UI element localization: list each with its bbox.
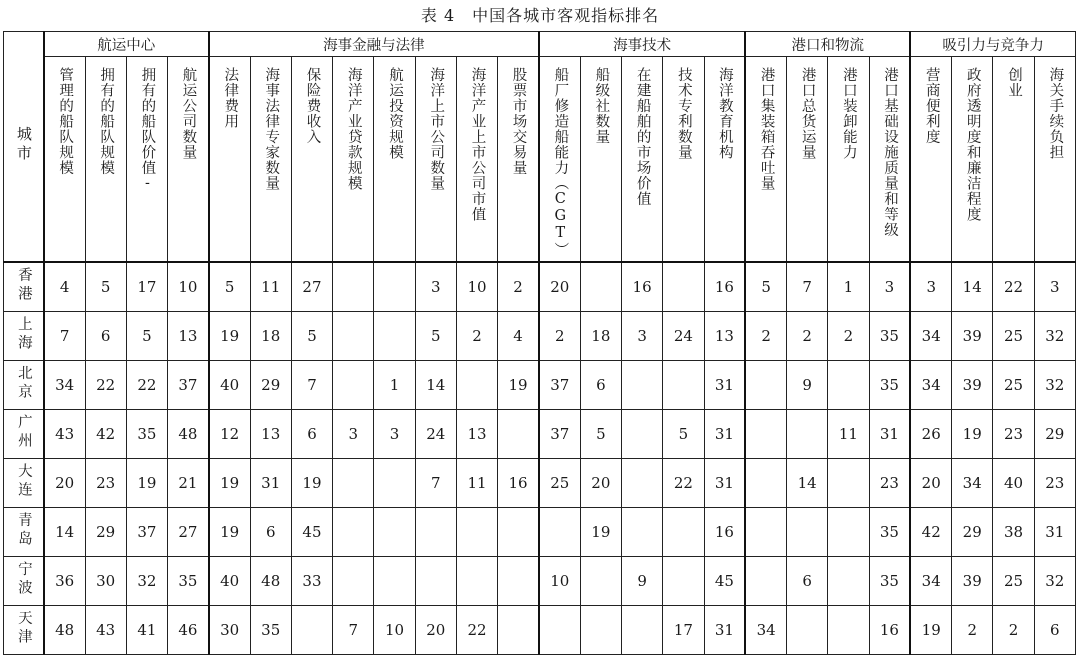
rank-cell <box>621 361 662 410</box>
rank-cell: 13 <box>456 410 497 459</box>
indicator-header <box>663 57 704 263</box>
rank-cell: 31 <box>250 459 291 508</box>
rank-cell: 34 <box>745 606 786 655</box>
indicator-header <box>498 57 539 263</box>
rank-cell: 10 <box>168 262 209 312</box>
rank-cell: 32 <box>1034 361 1075 410</box>
rank-cell: 14 <box>415 361 456 410</box>
rank-cell <box>333 508 374 557</box>
indicator-header <box>828 57 869 263</box>
rank-cell <box>621 606 662 655</box>
rank-cell: 7 <box>415 459 456 508</box>
indicator-label: 法律费用 <box>222 67 239 129</box>
rank-cell <box>415 557 456 606</box>
rank-cell: 33 <box>291 557 332 606</box>
indicator-label: 在建船舶的市场价值 <box>634 67 651 207</box>
city-name-cell <box>4 262 44 312</box>
rank-cell: 42 <box>910 508 951 557</box>
rank-cell: 1 <box>374 361 415 410</box>
rank-cell: 29 <box>85 508 126 557</box>
city-name: 香港 <box>15 266 32 304</box>
indicator-header <box>333 57 374 263</box>
rank-cell: 22 <box>456 606 497 655</box>
indicator-label: 管理的船队规模 <box>57 67 74 176</box>
rank-cell: 37 <box>539 361 580 410</box>
rank-cell <box>787 606 828 655</box>
indicator-label: 海洋教育机构 <box>716 67 733 160</box>
group-header: 港口和物流 <box>745 32 910 57</box>
rank-cell: 19 <box>952 410 993 459</box>
rank-cell: 19 <box>580 508 621 557</box>
rank-cell <box>828 557 869 606</box>
rank-cell: 25 <box>993 312 1034 361</box>
rank-cell <box>456 557 497 606</box>
rank-cell: 35 <box>869 557 910 606</box>
group-header: 海事技术 <box>539 32 745 57</box>
rank-cell: 34 <box>44 361 85 410</box>
rank-cell: 5 <box>580 410 621 459</box>
rank-cell: 25 <box>539 459 580 508</box>
rank-cell: 48 <box>44 606 85 655</box>
rank-cell: 11 <box>828 410 869 459</box>
group-header-row <box>4 32 1076 57</box>
rank-cell: 3 <box>910 262 951 312</box>
indicator-header <box>787 57 828 263</box>
rank-cell: 37 <box>126 508 167 557</box>
rank-cell: 43 <box>85 606 126 655</box>
rank-cell <box>828 508 869 557</box>
rank-cell: 11 <box>456 459 497 508</box>
rank-cell: 6 <box>250 508 291 557</box>
indicator-label: 保险费收入 <box>304 67 321 145</box>
rank-cell: 7 <box>44 312 85 361</box>
indicator-header <box>250 57 291 263</box>
indicator-header <box>291 57 332 263</box>
rank-cell <box>787 410 828 459</box>
rank-cell <box>456 508 497 557</box>
indicator-header <box>580 57 621 263</box>
rank-cell: 27 <box>168 508 209 557</box>
rank-cell: 38 <box>993 508 1034 557</box>
indicator-header <box>456 57 497 263</box>
rank-cell <box>580 262 621 312</box>
rank-cell: 10 <box>539 557 580 606</box>
rank-cell: 40 <box>993 459 1034 508</box>
rank-cell: 31 <box>1034 508 1075 557</box>
indicator-header <box>539 57 580 263</box>
rank-cell: 7 <box>291 361 332 410</box>
rank-cell: 37 <box>539 410 580 459</box>
rank-cell <box>621 459 662 508</box>
city-name: 青岛 <box>15 511 32 549</box>
rank-cell: 14 <box>952 262 993 312</box>
table-row <box>4 262 1076 312</box>
rank-cell: 22 <box>85 361 126 410</box>
rank-cell: 16 <box>621 262 662 312</box>
rank-cell: 31 <box>704 606 745 655</box>
rank-cell: 34 <box>910 361 951 410</box>
rank-cell: 12 <box>209 410 250 459</box>
city-header-label: 城市 <box>14 125 33 164</box>
rank-cell <box>415 508 456 557</box>
rank-cell: 45 <box>291 508 332 557</box>
rank-cell: 7 <box>787 262 828 312</box>
indicator-label: 海洋产业上市公司市值 <box>469 67 486 222</box>
rank-cell: 43 <box>44 410 85 459</box>
rank-cell: 16 <box>498 459 539 508</box>
city-name-cell <box>4 606 44 655</box>
rank-cell: 2 <box>787 312 828 361</box>
rank-cell: 34 <box>910 557 951 606</box>
rank-cell: 5 <box>209 262 250 312</box>
group-header: 航运中心 <box>44 32 209 57</box>
rank-cell: 32 <box>1034 312 1075 361</box>
rank-cell <box>580 557 621 606</box>
table-row <box>4 508 1076 557</box>
rank-cell: 6 <box>787 557 828 606</box>
rank-cell: 25 <box>993 361 1034 410</box>
rank-cell: 46 <box>168 606 209 655</box>
rank-cell: 20 <box>910 459 951 508</box>
rank-cell <box>621 508 662 557</box>
indicator-header <box>910 57 951 263</box>
indicator-label: 政府透明度和廉洁程度 <box>964 67 981 222</box>
city-name-cell <box>4 508 44 557</box>
ranking-table <box>3 31 1076 655</box>
rank-cell: 19 <box>209 312 250 361</box>
city-name-cell <box>4 410 44 459</box>
indicator-label: 港口装卸能力 <box>840 67 857 160</box>
rank-cell: 32 <box>1034 557 1075 606</box>
rank-cell: 2 <box>745 312 786 361</box>
indicator-header <box>168 57 209 263</box>
rank-cell <box>374 262 415 312</box>
rank-cell: 18 <box>250 312 291 361</box>
rank-cell: 48 <box>168 410 209 459</box>
rank-cell: 6 <box>291 410 332 459</box>
rank-cell <box>621 410 662 459</box>
indicator-label: 港口集装箱吞吐量 <box>758 67 775 191</box>
rank-cell: 5 <box>85 262 126 312</box>
rank-cell: 20 <box>539 262 580 312</box>
indicator-header-row <box>4 57 1076 263</box>
rank-cell: 3 <box>1034 262 1075 312</box>
rank-cell <box>828 361 869 410</box>
rank-cell: 29 <box>952 508 993 557</box>
rank-cell: 13 <box>250 410 291 459</box>
rank-cell: 20 <box>415 606 456 655</box>
indicator-label: 海事法律专家数量 <box>263 67 280 191</box>
city-name: 广州 <box>15 413 32 451</box>
rank-cell: 34 <box>910 312 951 361</box>
indicator-label: 港口总货运量 <box>799 67 816 160</box>
rank-cell <box>291 606 332 655</box>
rank-cell: 17 <box>126 262 167 312</box>
indicator-header <box>85 57 126 263</box>
city-name: 宁波 <box>15 560 32 598</box>
rank-cell: 41 <box>126 606 167 655</box>
rank-cell: 35 <box>869 361 910 410</box>
rank-cell: 2 <box>828 312 869 361</box>
indicator-header <box>1034 57 1075 263</box>
rank-cell: 3 <box>621 312 662 361</box>
rank-cell <box>787 508 828 557</box>
rank-cell: 32 <box>126 557 167 606</box>
rank-cell: 40 <box>209 361 250 410</box>
rank-cell: 30 <box>209 606 250 655</box>
city-name: 上海 <box>15 315 32 353</box>
rank-cell: 27 <box>291 262 332 312</box>
rank-cell: 9 <box>621 557 662 606</box>
rank-cell: 5 <box>415 312 456 361</box>
rank-cell: 19 <box>209 459 250 508</box>
indicator-header <box>993 57 1034 263</box>
rank-cell: 31 <box>704 410 745 459</box>
rank-cell <box>498 410 539 459</box>
rank-cell: 19 <box>498 361 539 410</box>
rank-cell: 23 <box>993 410 1034 459</box>
city-name: 北京 <box>15 364 32 402</box>
indicator-label: 航运公司数量 <box>180 67 197 160</box>
rank-cell: 14 <box>787 459 828 508</box>
indicator-header <box>952 57 993 263</box>
rank-cell: 2 <box>498 262 539 312</box>
rank-cell: 20 <box>44 459 85 508</box>
rank-cell: 1 <box>828 262 869 312</box>
table-row <box>4 410 1076 459</box>
rank-cell <box>663 361 704 410</box>
indicator-label: 船级社数量 <box>593 67 610 145</box>
rank-cell <box>456 361 497 410</box>
table-row <box>4 312 1076 361</box>
rank-cell: 35 <box>168 557 209 606</box>
rank-cell: 19 <box>910 606 951 655</box>
city-name-cell <box>4 361 44 410</box>
indicator-label: 技术专利数量 <box>675 67 692 160</box>
rank-cell: 21 <box>168 459 209 508</box>
rank-cell: 26 <box>910 410 951 459</box>
rank-cell <box>663 557 704 606</box>
rank-cell: 16 <box>704 508 745 557</box>
rank-cell <box>374 312 415 361</box>
rank-cell: 31 <box>704 459 745 508</box>
rank-cell: 3 <box>374 410 415 459</box>
rank-cell <box>539 508 580 557</box>
rank-cell: 22 <box>126 361 167 410</box>
city-name-cell <box>4 557 44 606</box>
rank-cell <box>745 459 786 508</box>
rank-cell: 19 <box>291 459 332 508</box>
indicator-header <box>209 57 250 263</box>
indicator-label: 拥有的船队价值- <box>139 67 156 193</box>
indicator-header <box>374 57 415 263</box>
rank-cell: 35 <box>869 508 910 557</box>
rank-cell: 6 <box>85 312 126 361</box>
indicator-header <box>621 57 662 263</box>
rank-cell: 3 <box>869 262 910 312</box>
rank-cell: 23 <box>869 459 910 508</box>
rank-cell <box>745 361 786 410</box>
indicator-header <box>704 57 745 263</box>
rank-cell: 39 <box>952 557 993 606</box>
rank-cell: 22 <box>993 262 1034 312</box>
rank-cell: 4 <box>498 312 539 361</box>
rank-cell <box>333 312 374 361</box>
city-name: 大连 <box>15 462 32 500</box>
city-name: 天津 <box>15 609 32 647</box>
rank-cell: 2 <box>539 312 580 361</box>
indicator-label: 港口基础设施质量和等级 <box>881 67 898 238</box>
rank-cell <box>374 557 415 606</box>
rank-cell: 2 <box>993 606 1034 655</box>
rank-cell: 31 <box>869 410 910 459</box>
table-row <box>4 459 1076 508</box>
rank-cell: 19 <box>126 459 167 508</box>
indicator-label: 船厂修造船能力（CGT） <box>552 67 569 258</box>
indicator-header <box>745 57 786 263</box>
rank-cell: 34 <box>952 459 993 508</box>
rank-cell <box>745 508 786 557</box>
rank-cell: 48 <box>250 557 291 606</box>
rank-cell <box>333 262 374 312</box>
rank-cell: 31 <box>704 361 745 410</box>
rank-cell <box>498 508 539 557</box>
rank-cell: 37 <box>168 361 209 410</box>
rank-cell: 4 <box>44 262 85 312</box>
indicator-label: 创业 <box>1005 67 1022 98</box>
indicator-header <box>869 57 910 263</box>
rank-cell <box>580 606 621 655</box>
rank-cell: 23 <box>1034 459 1075 508</box>
rank-cell: 30 <box>85 557 126 606</box>
indicator-label: 海洋上市公司数量 <box>428 67 445 191</box>
rank-cell: 5 <box>663 410 704 459</box>
rank-cell: 6 <box>1034 606 1075 655</box>
city-column-header <box>4 32 44 263</box>
rank-cell: 39 <box>952 312 993 361</box>
rank-cell <box>374 459 415 508</box>
table-row <box>4 361 1076 410</box>
rank-cell: 2 <box>456 312 497 361</box>
rank-cell: 42 <box>85 410 126 459</box>
indicator-header <box>126 57 167 263</box>
rank-cell: 13 <box>704 312 745 361</box>
rank-cell <box>333 459 374 508</box>
table-row <box>4 606 1076 655</box>
indicator-label: 股票市场交易量 <box>510 67 527 176</box>
rank-cell <box>498 606 539 655</box>
rank-cell: 2 <box>952 606 993 655</box>
indicator-label: 拥有的船队规模 <box>98 67 115 176</box>
rank-cell: 5 <box>126 312 167 361</box>
rank-cell: 10 <box>456 262 497 312</box>
rank-cell: 35 <box>250 606 291 655</box>
indicator-label: 营商便利度 <box>923 67 940 145</box>
rank-cell: 17 <box>663 606 704 655</box>
indicator-label: 海洋产业贷款规模 <box>345 67 362 191</box>
rank-cell: 6 <box>580 361 621 410</box>
rank-cell <box>663 508 704 557</box>
rank-cell: 10 <box>374 606 415 655</box>
rank-cell: 7 <box>333 606 374 655</box>
indicator-header <box>44 57 85 263</box>
table-caption: 表 4 中国各城市客观指标排名 <box>420 6 660 25</box>
indicator-label: 海关手续负担 <box>1047 67 1064 160</box>
rank-cell: 3 <box>415 262 456 312</box>
rank-cell: 36 <box>44 557 85 606</box>
rank-cell <box>828 606 869 655</box>
group-header: 海事金融与法律 <box>209 32 539 57</box>
city-name-cell <box>4 459 44 508</box>
rank-cell: 45 <box>704 557 745 606</box>
rank-cell: 29 <box>250 361 291 410</box>
rank-cell: 5 <box>291 312 332 361</box>
rank-cell <box>498 557 539 606</box>
rank-cell: 24 <box>663 312 704 361</box>
group-header: 吸引力与竞争力 <box>910 32 1075 57</box>
rank-cell: 40 <box>209 557 250 606</box>
rank-cell: 3 <box>333 410 374 459</box>
rank-cell: 39 <box>952 361 993 410</box>
rank-cell: 9 <box>787 361 828 410</box>
rank-cell: 5 <box>745 262 786 312</box>
indicator-label: 航运投资规模 <box>387 67 403 160</box>
rank-cell: 23 <box>85 459 126 508</box>
table-row <box>4 557 1076 606</box>
rank-cell: 16 <box>704 262 745 312</box>
rank-cell <box>745 557 786 606</box>
rank-cell: 20 <box>580 459 621 508</box>
rank-cell <box>828 459 869 508</box>
rank-cell <box>539 606 580 655</box>
table-body <box>4 262 1076 655</box>
city-name-cell <box>4 312 44 361</box>
indicator-header <box>415 57 456 263</box>
rank-cell: 22 <box>663 459 704 508</box>
rank-cell: 29 <box>1034 410 1075 459</box>
rank-cell <box>333 361 374 410</box>
rank-cell: 25 <box>993 557 1034 606</box>
rank-cell: 24 <box>415 410 456 459</box>
rank-cell <box>745 410 786 459</box>
rank-cell <box>333 557 374 606</box>
rank-cell: 35 <box>869 312 910 361</box>
rank-cell <box>663 262 704 312</box>
rank-cell: 19 <box>209 508 250 557</box>
rank-cell: 13 <box>168 312 209 361</box>
rank-cell: 35 <box>126 410 167 459</box>
rank-cell: 18 <box>580 312 621 361</box>
rank-cell: 11 <box>250 262 291 312</box>
rank-cell <box>374 508 415 557</box>
rank-cell: 16 <box>869 606 910 655</box>
rank-cell: 14 <box>44 508 85 557</box>
